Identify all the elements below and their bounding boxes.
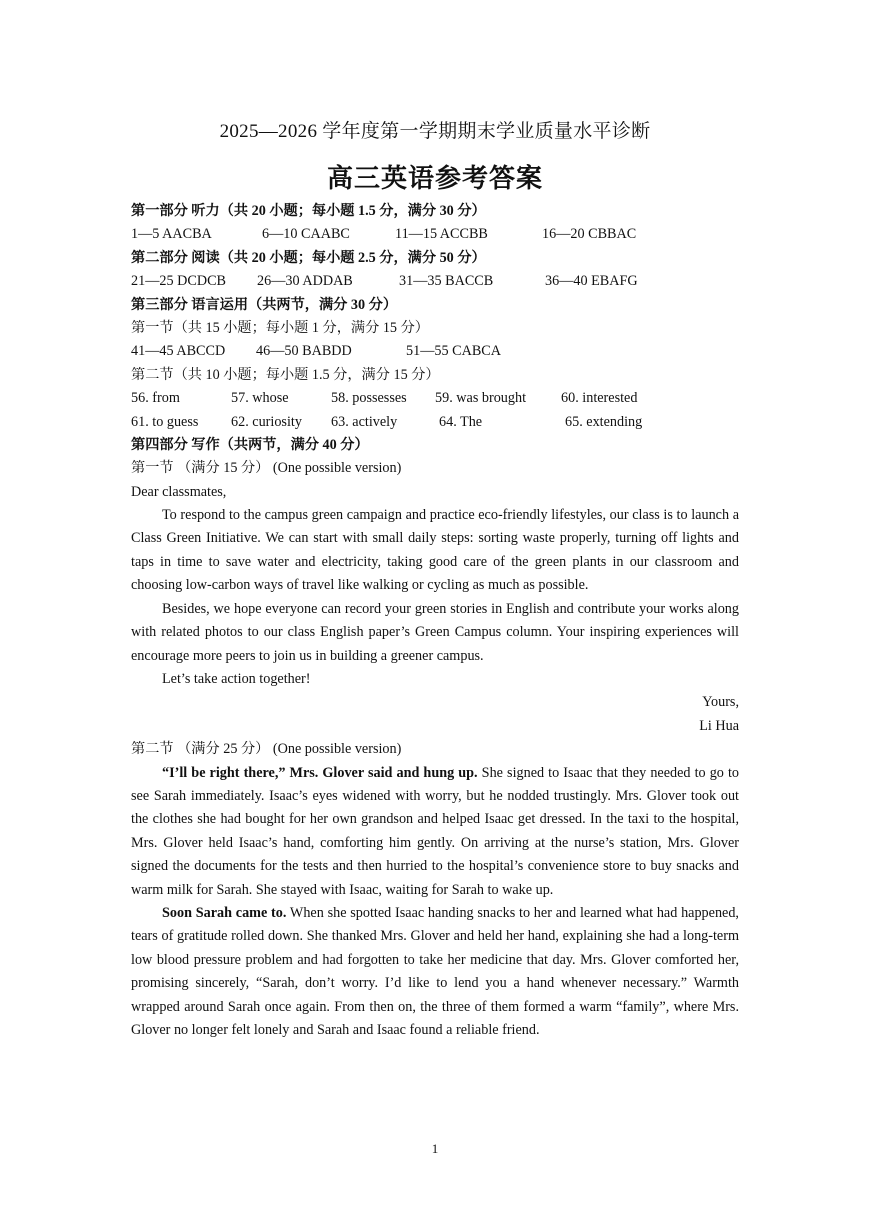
- story-paragraph: [131, 762, 739, 902]
- exam-title: 2025—2026 学年度第一学期期末学业质量水平诊断: [219, 121, 651, 142]
- part1-answers: [131, 223, 739, 246]
- answer-item: 63. actively: [331, 413, 398, 430]
- letter-paragraph: Besides, we hope everyone can record your green stories in English and contribute your works along with related photos to our class English paper’s Green Campus column. Your inspiring experiences will encourage more peers to join us in building a greener campus.: [131, 600, 739, 664]
- answer-item: 56. from: [131, 390, 180, 407]
- letter-paragraph: Let’s take action together!: [162, 670, 311, 687]
- part2-answers: [131, 270, 739, 293]
- part3-section1-answers: [131, 340, 739, 363]
- story-body: When she spotted Isaac handing snacks to her and learned what had happened, tears of gratitude rolled down. She thanked Mrs. Glover and held her hand, explaining she had a long-term low blood pressure problem and had forgotten to take her medicine that day. Mrs. Glover comforted her, promising sincerely, “Sarah, don’t worry. I’d like to lend you a hand whenever necessary.” Warmth wrapped around Sarah once again. From then on, the three of them formed a warm “family”, where Mrs. Glover no longer felt lonely and Sarah and Isaac found a reliable friend.: [131, 904, 739, 1038]
- part3-section2-row2: [131, 411, 739, 434]
- part3-section2-row1: [131, 387, 739, 410]
- part4-section2-heading: 第二节 （满分 25 分） (One possible version): [131, 741, 402, 758]
- answer-item: 65. extending: [565, 413, 643, 430]
- answer-item: 64. The: [439, 413, 483, 430]
- page-title: 高三英语参考答案: [326, 164, 543, 194]
- part2-heading: 第二部分 阅读（共 20 小题；每小题 2.5 分，满分 50 分）: [131, 249, 486, 266]
- answer-content: [131, 200, 739, 1042]
- part3-section2-heading: 第二节（共 10 小题；每小题 1.5 分，满分 15 分）: [131, 366, 440, 383]
- letter-paragraph: To respond to the campus green campaign and practice eco-friendly lifestyles, our class is to launch a Class Green Initiative. We can start with small daily steps: sorting waste properly, turning off lights and taps in time to save water and electricity, taking good care of the green plants in our classroom and choosing low-carbon ways of travel like walking or cycling as much as possible.: [131, 507, 739, 594]
- answer-group: 11—15 ACCBB: [395, 226, 488, 243]
- answer-group: 31—35 BACCB: [399, 273, 494, 290]
- letter-greeting: Dear classmates,: [131, 483, 227, 500]
- part3-section1-heading: 第一节（共 15 小题；每小题 1 分，满分 15 分）: [131, 319, 429, 336]
- answer-item: 59. was brought: [435, 390, 527, 407]
- part3-heading: 第三部分 语言运用（共两节，满分 30 分）: [131, 296, 398, 313]
- answer-group: 1—5 AACBA: [131, 226, 212, 243]
- part4-heading: 第四部分 写作（共两节，满分 40 分）: [131, 436, 369, 453]
- part4-section1-heading: 第一节 （满分 15 分） (One possible version): [131, 460, 402, 477]
- answer-group: 16—20 CBBAC: [542, 226, 637, 243]
- letter-closing: Yours,: [702, 694, 739, 711]
- letter-signature: Li Hua: [699, 717, 739, 734]
- answer-group: 46—50 BABDD: [256, 343, 352, 360]
- answer-item: 62. curiosity: [231, 413, 302, 430]
- answer-group: 6—10 CAABC: [262, 226, 350, 243]
- story-lead-sentence: “I’ll be right there,” Mrs. Glover said and hung up.: [162, 764, 478, 781]
- page-number: 1: [431, 1141, 439, 1156]
- story-lead-sentence: Soon Sarah came to.: [162, 904, 287, 921]
- answer-group: 41—45 ABCCD: [131, 343, 226, 360]
- answer-item: 58. possesses: [331, 390, 407, 407]
- part1-heading: 第一部分 听力（共 20 小题；每小题 1.5 分，满分 30 分）: [131, 203, 486, 219]
- story-paragraph: [131, 902, 739, 1042]
- answer-item: 57. whose: [231, 390, 289, 407]
- answer-group: 51—55 CABCA: [406, 343, 501, 360]
- answer-group: 21—25 DCDCB: [131, 273, 226, 290]
- story-body: She signed to Isaac that they needed to go to see Sarah immediately. Isaac’s eyes widened with worry, but he nodded trustingly. Mrs. Glover took out the clothes she had bought for her own grandson and helped Isaac get dressed. In the taxi to the hospital, Mrs. Glover held Isaac’s hand, comforting him gently. On arriving at the nurse’s station, Mrs. Glover signed the documents for the tests and then hurried to the hospital’s convenience store to buy snacks and warm milk for Sarah. She stayed with Isaac, waiting for Sarah to wake up.: [131, 764, 739, 898]
- answer-item: 60. interested: [561, 390, 638, 407]
- answer-group: 36—40 EBAFG: [545, 273, 638, 290]
- answer-item: 61. to guess: [131, 413, 199, 430]
- answer-group: 26—30 ADDAB: [257, 273, 353, 290]
